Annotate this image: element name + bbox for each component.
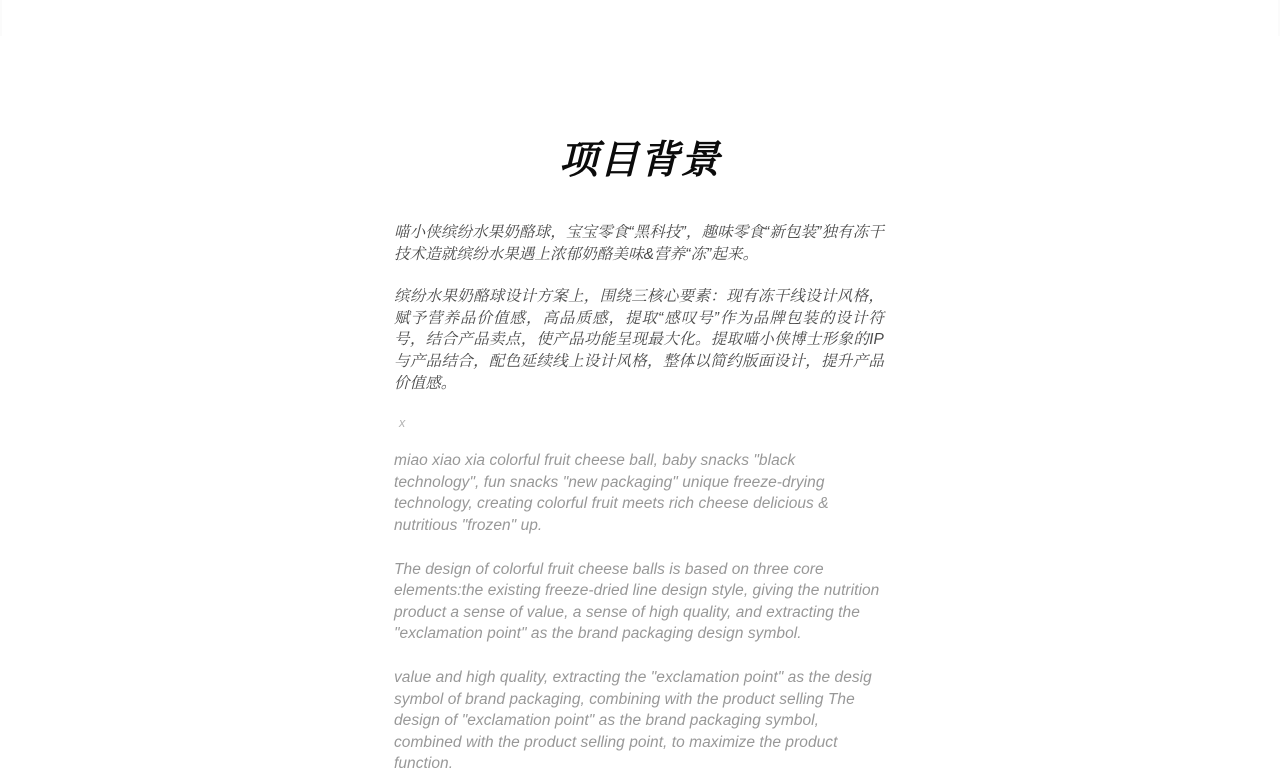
page-title: 项目背景 [558,139,721,183]
divider-mark: x [399,416,406,431]
english-paragraph-3: value and high quality, extracting the "exclamation point" as the desig symbol of brand packaging, combining with the product selling The design of "exclamation point" as the brand packaging symbol, combined with the product selling point, to maximize the product function. [394,668,872,773]
left-edge-artifact [0,0,2,36]
content-body [394,222,884,775]
chinese-paragraph-1: 喵小侠缤纷水果奶酪球，宝宝零食“黑科技”，趣味零食“新包装”独有冻干技术造就缤纷水果遇上浓郁奶酪美味&营养“冻”起来。 [394,224,884,263]
chinese-paragraph-2: 缤纷水果奶酪球设计方案上，围绕三核心要素：现有冻干线设计风格，赋予营养品价值感，高品质感，提取“感叹号”作为品牌包装的设计符号，结合产品卖点，使产品功能呈现最大化。提取喵小侠博士形象的IP与产品结合，配色延续线上设计风格，整体以简约版面设计，提升产品价值感。 [394,288,884,392]
english-paragraph-1: miao xiao xia colorful fruit cheese ball, baby snacks "black technology", fun snacks "new packaging" unique freeze-drying technology, creating colorful fruit meets rich cheese delicious & nutritious "frozen" up. [394,452,829,534]
english-paragraph-2: The design of colorful fruit cheese balls is based on three core elements:the existing freeze-dried line design style, giving the nutrition product a sense of value, a sense of high quality, and extracting the "exclamation point" as the brand packaging design symbol. [394,560,880,643]
